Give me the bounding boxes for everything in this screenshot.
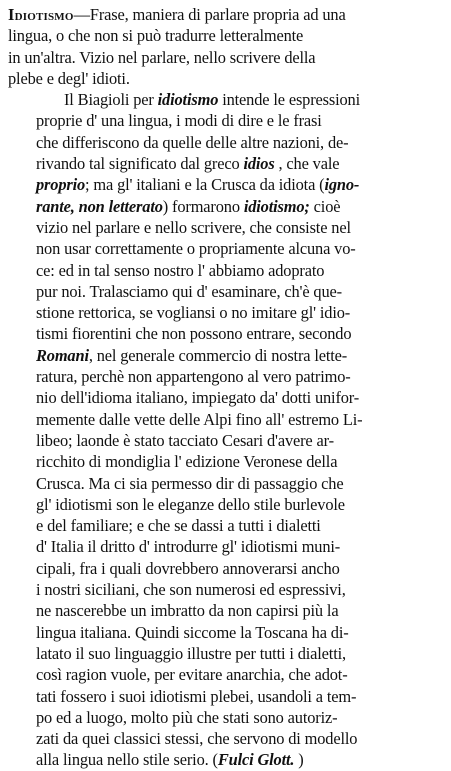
text-line: tati fossero i suoi idiotismi plebei, usandoli a tem- — [36, 686, 357, 706]
text-line: nio dell'idioma italiano, impiegato da' dotti unifor- — [36, 388, 360, 408]
text-line: gl' idiotismi son le eleganze dello stile burlevole — [36, 494, 345, 514]
entry-definition — [8, 4, 443, 89]
italic-term: proprio — [36, 175, 86, 195]
text-line — [8, 153, 443, 174]
italic-term: idiotismo; — [243, 196, 310, 216]
text-line — [8, 345, 443, 366]
em-dash: — — [73, 5, 90, 24]
source-citation: Fulci Glott. — [217, 750, 295, 770]
text-line: non usar correttamente o propriamente alcuna vo- — [36, 239, 356, 259]
italic-term: Romani — [36, 345, 89, 365]
text-line — [8, 89, 443, 110]
text-line: proprie d' una lingua, i modi di dire e le frasi — [36, 111, 322, 131]
text-line: i nostri siciliani, che son numerosi ed espressivi, — [36, 580, 346, 600]
text-line: ratura, perchè non appartengono al vero patrimo- — [36, 367, 351, 387]
headword: Idiotismo — [8, 5, 74, 24]
text-line: ne nascerebbe un imbratto da non capirsi più la — [36, 601, 339, 621]
text-run: rivando tal significato dal greco — [36, 154, 244, 174]
text-line: zati da quei classici stessi, che servono di modello — [36, 729, 358, 749]
text-run: alla lingua nello stile serio. ( — [36, 750, 218, 770]
definition-line: plebe e degl' idioti. — [8, 68, 130, 88]
text-line: Crusca. Ma ci sia permesso dir di passaggio che — [36, 473, 344, 493]
text-line: così ragion vuole, per evitare anarchia, che adot- — [36, 665, 348, 685]
text-line — [8, 4, 443, 25]
text-run: , nel generale commercio di nostra lette- — [88, 345, 348, 365]
text-line: pur noi. Tralasciamo qui d' esaminare, ch'è que- — [36, 281, 342, 301]
text-run: intende le espressioni — [218, 90, 361, 110]
text-line: latato il suo linguaggio illustre per tutti i dialetti, — [36, 643, 346, 663]
definition-line: in un'altra. Vizio nel parlare, nello scrivere della — [8, 47, 316, 67]
text-line: stione rettorica, se vogliansi o no imitare gl' idio- — [36, 303, 351, 323]
text-line: cipali, fra i quali dovrebbero annoverarsi ancho — [36, 558, 340, 578]
text-line: ce: ed in tal senso nostro l' abbiamo adoprato — [36, 260, 325, 280]
definition-line: lingua, o che non si può tradurre letteralmente — [8, 26, 304, 46]
text-line: po ed a luogo, molto più che stati sono autoriz- — [36, 707, 338, 727]
italic-term: igno- — [324, 175, 360, 195]
italic-term: rante, non letterato — [36, 196, 163, 216]
text-line — [8, 174, 443, 195]
definition-line: Frase, maniera di parlare propria ad una — [89, 5, 346, 24]
text-line — [8, 196, 443, 217]
text-run: ) — [294, 750, 304, 770]
text-line: d' Italia il dritto d' introdurre gl' idiotismi muni- — [36, 537, 341, 557]
text-line: vizio nel parlare e nello scrivere, che consiste nel — [36, 217, 351, 237]
text-line: ricchito di mondiglia l' edizione Veronese della — [36, 452, 338, 472]
text-run: ; ma gl' italiani e la Crusca da idiota ( — [85, 175, 325, 195]
text-line: lingua italiana. Quindi siccome la Toscana ha di- — [36, 622, 349, 642]
text-line: tismi fiorentini che non possono entrare, secondo — [36, 324, 352, 344]
text-run: , che vale — [274, 154, 340, 174]
text-line: memente dalle vette delle Alpi fino all' estremo Li- — [36, 409, 363, 429]
text-run: Il Biagioli per — [64, 90, 158, 110]
text-line — [8, 749, 443, 770]
text-line: e del familiare; e che se dassi a tutti i dialetti — [36, 516, 321, 536]
text-run: cioè — [309, 196, 341, 216]
italic-term: idiotismo — [157, 90, 219, 110]
text-line: libeo; laonde è stato tacciato Cesari d'avere ar- — [36, 430, 334, 450]
text-line: che differiscono da quelle delle altre nazioni, de- — [36, 132, 349, 152]
italic-term: idios — [243, 154, 275, 174]
text-run: ) formarono — [162, 196, 244, 216]
commentary-paragraph — [8, 89, 443, 771]
